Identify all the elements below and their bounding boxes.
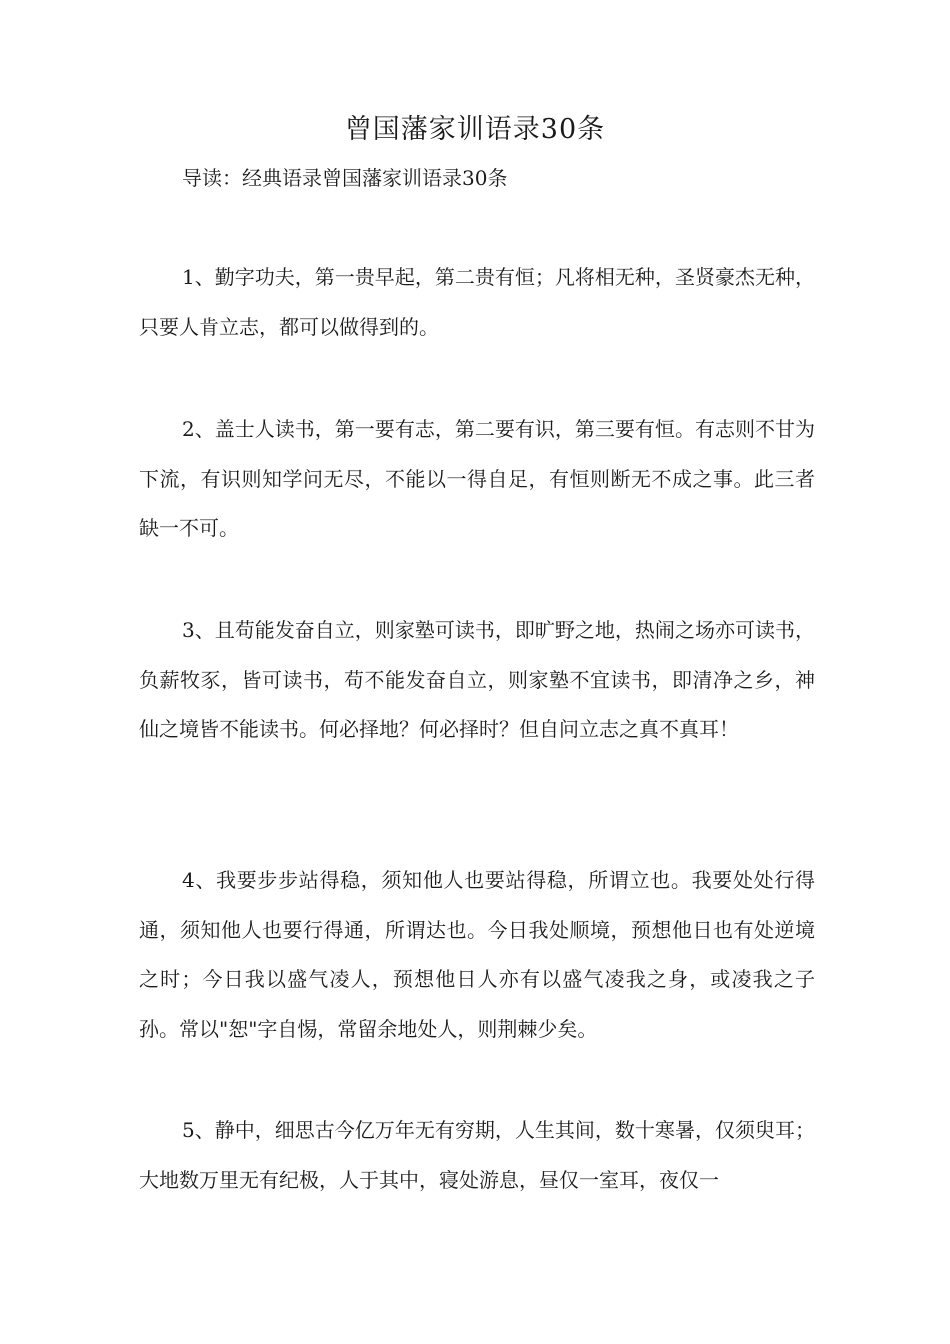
document-intro: 导读：经典语录曾国藩家训语录30条 xyxy=(182,166,508,190)
paragraph-5: 5、静中，细思古今亿万年无有穷期，人生其间，数十寒暑，仅须臾耳；大地数万里无有纪极，人于其中，寝处游息，昼仅一室耳，夜仅一 xyxy=(139,1118,815,1192)
document-title: 曾国藩家训语录30条 xyxy=(344,114,606,145)
paragraph-4: 4、我要步步站得稳，须知他人也要站得稳，所谓立也。我要处处行得通，须知他人也要行得通，所谓达也。今日我处顺境，预想他日也有处逆境之时；今日我以盛气凌人，预想他日人亦有以盛气凌我之身，或凌我之子孙。常以"恕"字自惕，常留余地处人，则荆棘少矣。 xyxy=(139,868,815,1041)
paragraph-2: 2、盖士人读书，第一要有志，第二要有识，第三要有恒。有志则不甘为下流，有识则知学问无尽，不能以一得自足，有恒则断无不成之事。此三者缺一不可。 xyxy=(139,417,815,540)
paragraph-1: 1、勤字功夫，第一贵早起，第二贵有恒；凡将相无种，圣贤豪杰无种，只要人肯立志，都可以做得到的。 xyxy=(139,265,815,339)
paragraph-3: 3、且苟能发奋自立，则家塾可读书，即旷野之地，热闹之场亦可读书，负薪牧豕，皆可读书，苟不能发奋自立，则家塾不宜读书，即清净之乡，神仙之境皆不能读书。何必择地？何必择时？但自问立志之真不真耳！ xyxy=(139,618,815,741)
